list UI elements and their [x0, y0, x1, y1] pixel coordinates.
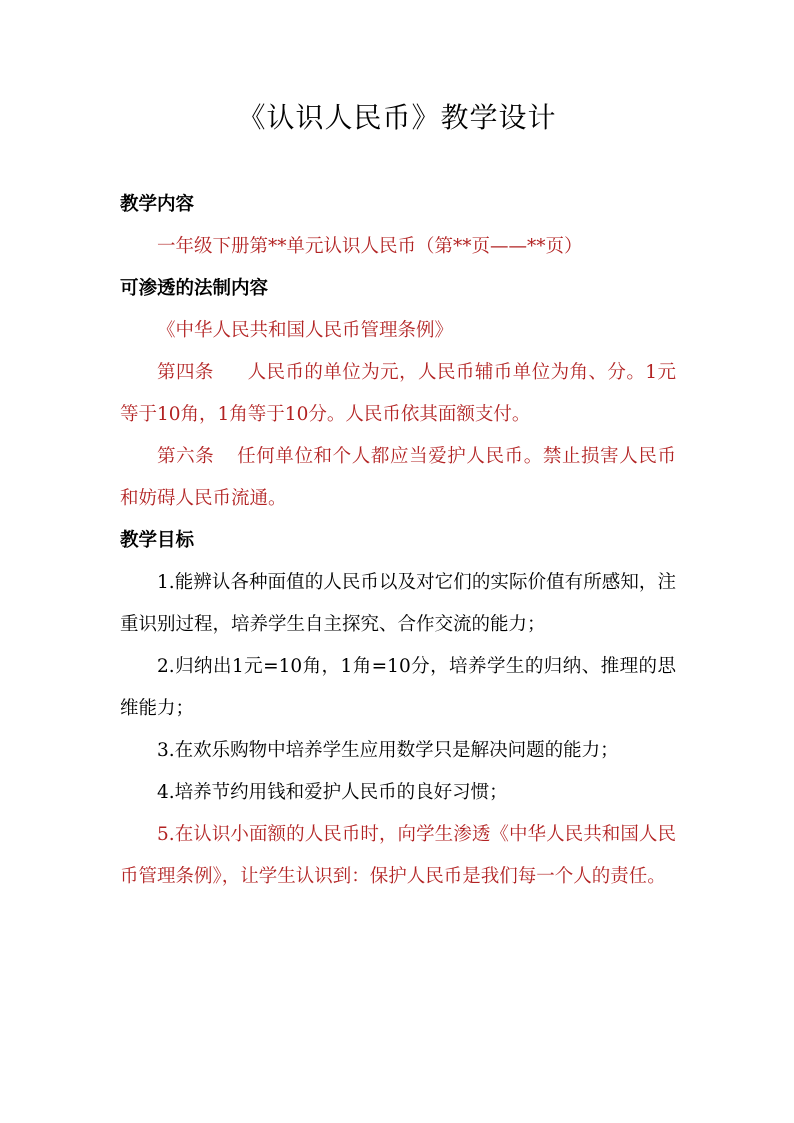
goal-item: 2.归纳出1元=10角，1角=10分，培养学生的归纳、推理的思维能力； [120, 656, 676, 719]
article-4-text: 人民币的单位为元，人民币辅币单位为角、分。1元等于10角，1角等于10分。人民币依其面额支付。 [120, 362, 676, 425]
article-6-label: 第六条 [157, 446, 215, 467]
teaching-content-line: 一年级下册第**单元认识人民币（第**页——**页） [157, 236, 583, 257]
article-4-label: 第四条 [157, 362, 214, 383]
goal-item: 1.能辨认各种面值的人民币以及对它们的实际价值有所感知，注重识别过程，培养学生自主探究、合作交流的能力； [120, 572, 676, 635]
article-6-text: 任何单位和个人都应当爱护人民币。禁止损害人民币和妨碍人民币流通。 [120, 446, 676, 509]
goal-item: 3.在欢乐购物中培养学生应用数学只是解决问题的能力； [157, 740, 619, 761]
law-title: 《中华人民共和国人民币管理条例》 [157, 320, 454, 341]
goal-item-legal: 5.在认识小面额的人民币时，向学生渗透《中华人民共和国人民币管理条例》，让学生认识到：保护人民币是我们每一个人的责任。 [120, 824, 676, 887]
section-heading-teaching-goals: 教学目标 [120, 530, 195, 551]
article-4-paragraph [120, 352, 676, 436]
goal-item: 4.培养节约用钱和爱护人民币的良好习惯； [157, 782, 508, 803]
section-heading-legal-content: 可渗透的法制内容 [120, 278, 269, 299]
document-body [120, 184, 676, 898]
section-heading-teaching-content: 教学内容 [120, 194, 195, 215]
article-6-paragraph [120, 436, 676, 520]
document-title: 《认识人民币》教学设计 [237, 101, 557, 134]
